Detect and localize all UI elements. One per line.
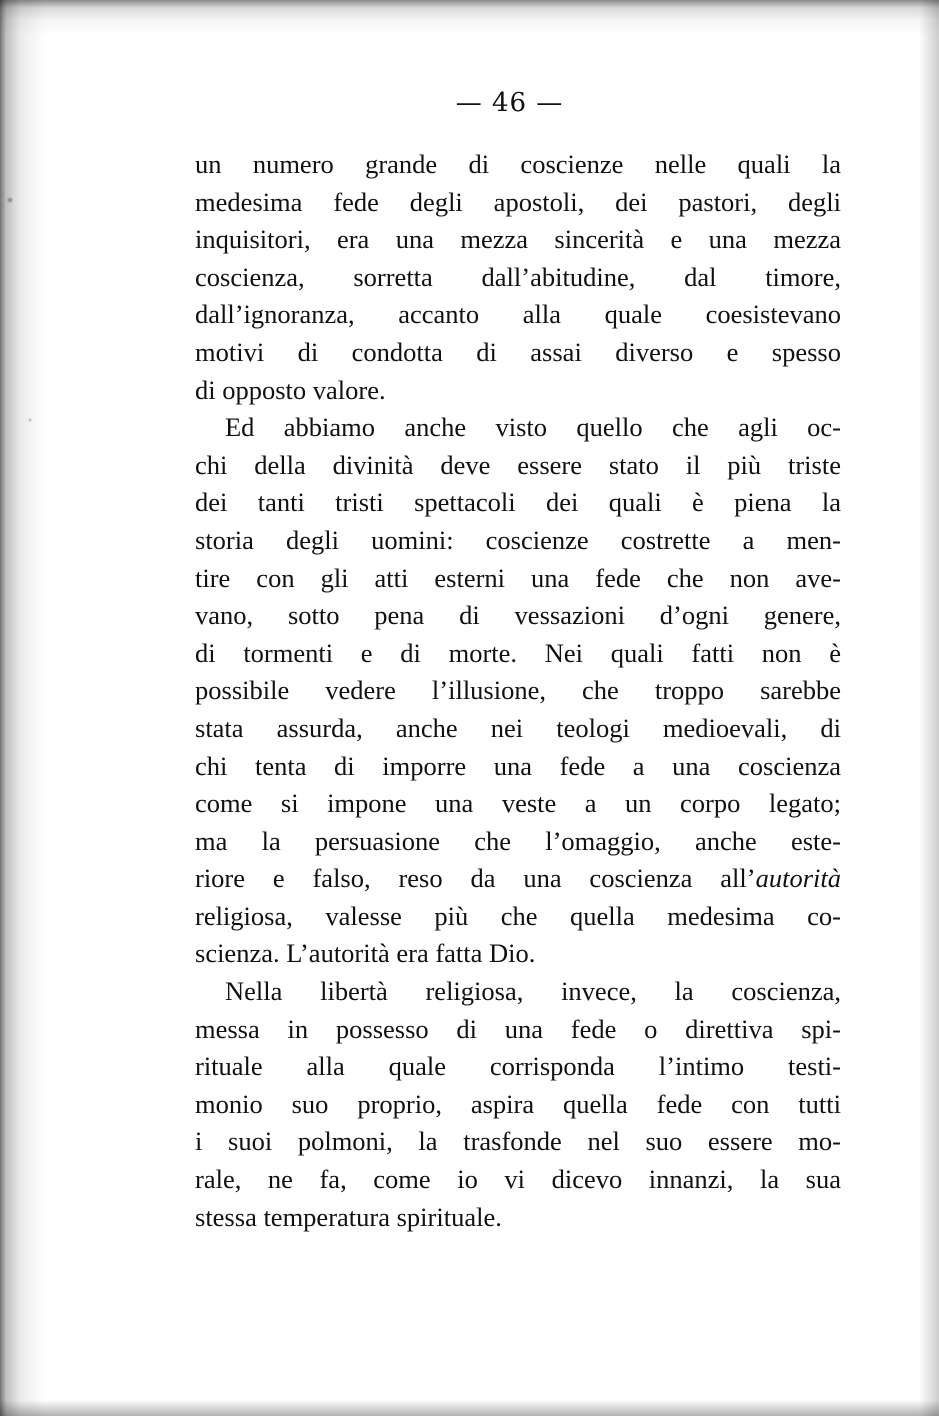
text-line: coscienza, sorretta dall’abitudine, dal timore, <box>195 261 841 292</box>
text-line: di opposto valore. <box>195 374 386 405</box>
text-line: tire con gli atti esterni una fede che non ave- <box>195 562 841 593</box>
paragraph-2 <box>195 409 841 973</box>
paragraph-1 <box>195 146 841 409</box>
text-line: i suoi polmoni, la trasfonde nel suo essere mo- <box>195 1126 841 1157</box>
text-line: rituale alla quale corrisponda l’intimo testi- <box>195 1051 841 1082</box>
scan-edge-bottom <box>0 1396 939 1416</box>
text-line: rale, ne fa, come io vi dicevo innanzi, la sua <box>195 1164 841 1195</box>
text-line: stata assurda, anche nei teologi medioevali, di <box>195 712 841 743</box>
text-line: medesima fede degli apostoli, dei pastori, degli <box>195 186 841 217</box>
text-line: dall’ignoranza, accanto alla quale coesistevano <box>195 299 841 330</box>
text-line: chi tenta di imporre una fede a una coscienza <box>195 750 841 781</box>
body-text <box>195 146 841 1236</box>
italic-word: autorità <box>755 863 841 894</box>
scan-edge-top <box>0 0 939 40</box>
scan-edge-right <box>909 0 939 1416</box>
text-line: possibile vedere l’illusione, che troppo sarebbe <box>195 675 841 706</box>
text-line: stessa temperatura spirituale. <box>195 1201 502 1232</box>
text-line: messa in possesso di una fede o direttiva spi- <box>195 1013 841 1044</box>
scan-edge-left <box>0 0 60 1416</box>
text-line: ma la persuasione che l’omaggio, anche este- <box>195 825 841 856</box>
text-line: scienza. L’autorità era fatta Dio. <box>195 938 536 969</box>
text-line: dei tanti tristi spettacoli dei quali è piena la <box>195 487 841 518</box>
text-line: motivi di condotta di assai diverso e spesso <box>195 336 841 367</box>
text-line: di tormenti e di morte. Nei quali fatti non è <box>195 637 841 668</box>
paragraph-3 <box>195 973 841 1236</box>
text-line: storia degli uomini: coscienze costrette a men- <box>195 524 841 555</box>
text-line-with-italic <box>195 860 841 898</box>
text-line: vano, sotto pena di vessazioni d’ogni genere, <box>195 600 841 631</box>
text-line: chi della divinità deve essere stato il più triste <box>195 449 841 480</box>
text-line: Ed abbiamo anche visto quello che agli oc- <box>225 412 841 443</box>
text-line: Nella libertà religiosa, invece, la coscienza, <box>225 976 841 1007</box>
text-line: religiosa, valesse più che quella medesima co- <box>195 900 841 931</box>
text-line: come si impone una veste a un corpo legato; <box>195 788 841 819</box>
text-segment: riore e falso, reso da una coscienza all’ <box>195 863 756 894</box>
text-line: un numero grande di coscienze nelle quali la <box>195 149 841 179</box>
page-number: — 46 — <box>455 88 564 118</box>
text-line: inquisitori, era una mezza sincerità e una mezza <box>195 224 841 255</box>
text-line: monio suo proprio, aspira quella fede con tutti <box>195 1088 841 1119</box>
